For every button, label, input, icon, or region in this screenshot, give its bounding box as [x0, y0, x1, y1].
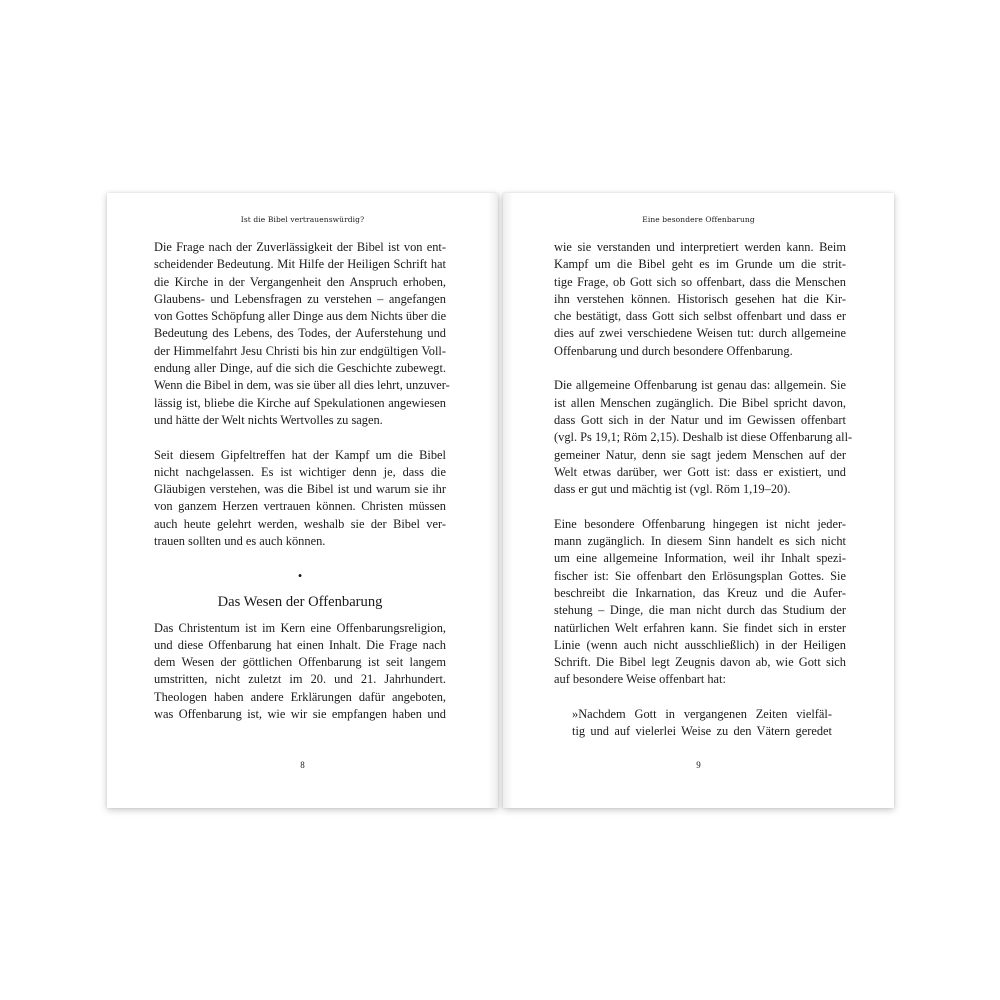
text-line: dem Wesen der göttlichen Offenbarung ist seit langem [154, 655, 446, 670]
text-line: mann zugänglich. In diesem Sinn handelt es sich nicht [554, 534, 846, 549]
running-head-right: Eine besondere Offenbarung [642, 215, 755, 224]
text-line: was Offenbarung ist, wie wir sie empfangen haben und [154, 707, 446, 722]
text-line: Wenn die Bibel in dem, was sie über all dies lehrt, unzuver- [154, 378, 450, 393]
section-heading: Das Wesen der Offenbarung [217, 593, 383, 610]
text-line: und diese Offenbarung hat einen Inhalt. Die Frage nach [154, 637, 446, 652]
text-line: (vgl. Ps 19,1; Röm 2,15). Deshalb ist diese Offenbarung all- [554, 430, 853, 445]
text-line: wie sie verstanden und interpretiert werden kann. Beim [554, 240, 846, 254]
text-line: der Himmelfahrt Jesu Christi bis hin zur endgültigen Voll- [154, 343, 446, 358]
text-line: dass er gut und mächtig ist (vgl. Röm 1,19–20). [554, 482, 791, 497]
page-number-left: 8 [300, 760, 305, 770]
text-line: Schrift. Die Bibel legt Zeugnis davon ab, wie Gott sich [554, 655, 846, 670]
text-line: lässig ist, bliebe die Kirche auf Spekulationen angewiesen [154, 395, 446, 410]
text-line: dies auf zwei verschiedene Weisen tut: durch allgemeine [554, 326, 846, 341]
running-head-left: Ist die Bibel vertrauenswürdig? [240, 215, 365, 224]
text-line: auf besondere Weise offenbart hat: [554, 672, 726, 687]
text-line: Offenbarung und durch besondere Offenbarung. [554, 343, 793, 358]
text-line: ist allen Menschen zugänglich. Die Bibel spricht davon, [554, 395, 846, 410]
text-line: tige Frage, ob Gott sich so offenbart, dass die Menschen [554, 274, 846, 289]
text-line: che bestätigt, dass Gott sich selbst offenbart und dass er [554, 309, 846, 324]
text-line: nicht nachgelassen. Es ist wichtiger denn je, dass die [154, 464, 446, 479]
text-line: Eine besondere Offenbarung hingegen ist nicht jeder- [554, 516, 846, 531]
text-line: beschreibt die Inkarnation, das Kreuz und die Aufer- [554, 585, 846, 600]
page-number-right: 9 [696, 760, 701, 770]
text-line: stehung – Dinge, die man nicht durch das Studium der [554, 603, 846, 618]
paragraph [554, 516, 846, 689]
text-line: Das Christentum ist im Kern eine Offenbarungsreligion, [154, 620, 446, 635]
right-page-body [554, 239, 853, 741]
right-page [503, 193, 894, 808]
text-line: dass Gott sich in der Natur und im Gewissen offenbart [554, 412, 846, 427]
text-line: fischer ist: Sie offenbart den Erlösungsplan Gottes. Sie [554, 568, 846, 583]
block-quote [554, 706, 846, 741]
text-line: Welt etwas darüber, wer Gott ist: dass er existiert, und [554, 464, 846, 479]
text-line: gemeiner Natur, denn sie sagt jedem Menschen auf der [554, 447, 846, 462]
text-line: Kampf um die Bibel geht es im Grunde um die strit- [554, 257, 846, 272]
text-line: Seit diesem Gipfeltreffen hat der Kampf um die Bibel [154, 447, 446, 462]
text-line: trauen sollten und es auch können. [154, 534, 326, 549]
paragraph [154, 447, 446, 551]
left-page-body [154, 239, 450, 723]
text-line: von Gottes Schöpfung aller Dinge aus dem Nichts über die [154, 309, 447, 324]
text-line: endung aller Dinge, auf die sich die Geschichte zubewegt. [154, 361, 446, 376]
text-line: Die allgemeine Offenbarung ist genau das: allgemein. Sie [554, 378, 846, 393]
text-line: Linie (wenn auch nicht ausschließlich) in der Heiligen [554, 637, 846, 652]
paragraph [154, 239, 450, 429]
text-line: auch heute gelehrt werden, weshalb sie der Bibel ver- [154, 516, 446, 531]
text-line: von ganzem Herzen vertrauen können. Christen müssen [154, 499, 446, 514]
text-line: Bedeutung des Lebens, des Todes, der Auferstehung und [154, 326, 446, 341]
text-line: und hätte der Welt nichts Wertvolles zu sagen. [154, 412, 383, 427]
paragraph [554, 377, 853, 498]
text-line: natürlichen Welt erfahren kann. Sie findet sich in erster [554, 620, 846, 635]
text-line: tig und auf vielerlei Weise zu den Vätern geredet [572, 724, 832, 739]
text-line: Gläubigen verstehen, was die Bibel ist und warum sie ihr [154, 482, 446, 497]
text-line: »Nachdem Gott in vergangenen Zeiten vielfäl- [572, 707, 832, 722]
text-line: Die Frage nach der Zuverlässigkeit der Bibel ist von ent- [154, 240, 446, 254]
text-line: Glaubens- und Lebensfragen zu verstehen – angefangen [154, 291, 446, 306]
paragraph [554, 239, 846, 360]
section-separator: • [297, 568, 303, 583]
text-line: Theologen haben andere Erklärungen dafür angeboten, [154, 689, 446, 704]
left-page [107, 193, 498, 808]
text-line: ihn verstehen können. Historisch gesehen hat die Kir- [554, 291, 846, 306]
text-line: um eine allgemeine Information, weil ihr Inhalt spezi- [554, 551, 846, 566]
text-line: umstritten, nicht zuletzt im 20. und 21. Jahrhundert. [154, 672, 446, 687]
text-line: scheidender Bedeutung. Mit Hilfe der Heiligen Schrift hat [154, 257, 446, 272]
text-line: die Kirche in der Vergangenheit den Anspruch erhoben, [154, 274, 446, 289]
paragraph [154, 620, 446, 724]
